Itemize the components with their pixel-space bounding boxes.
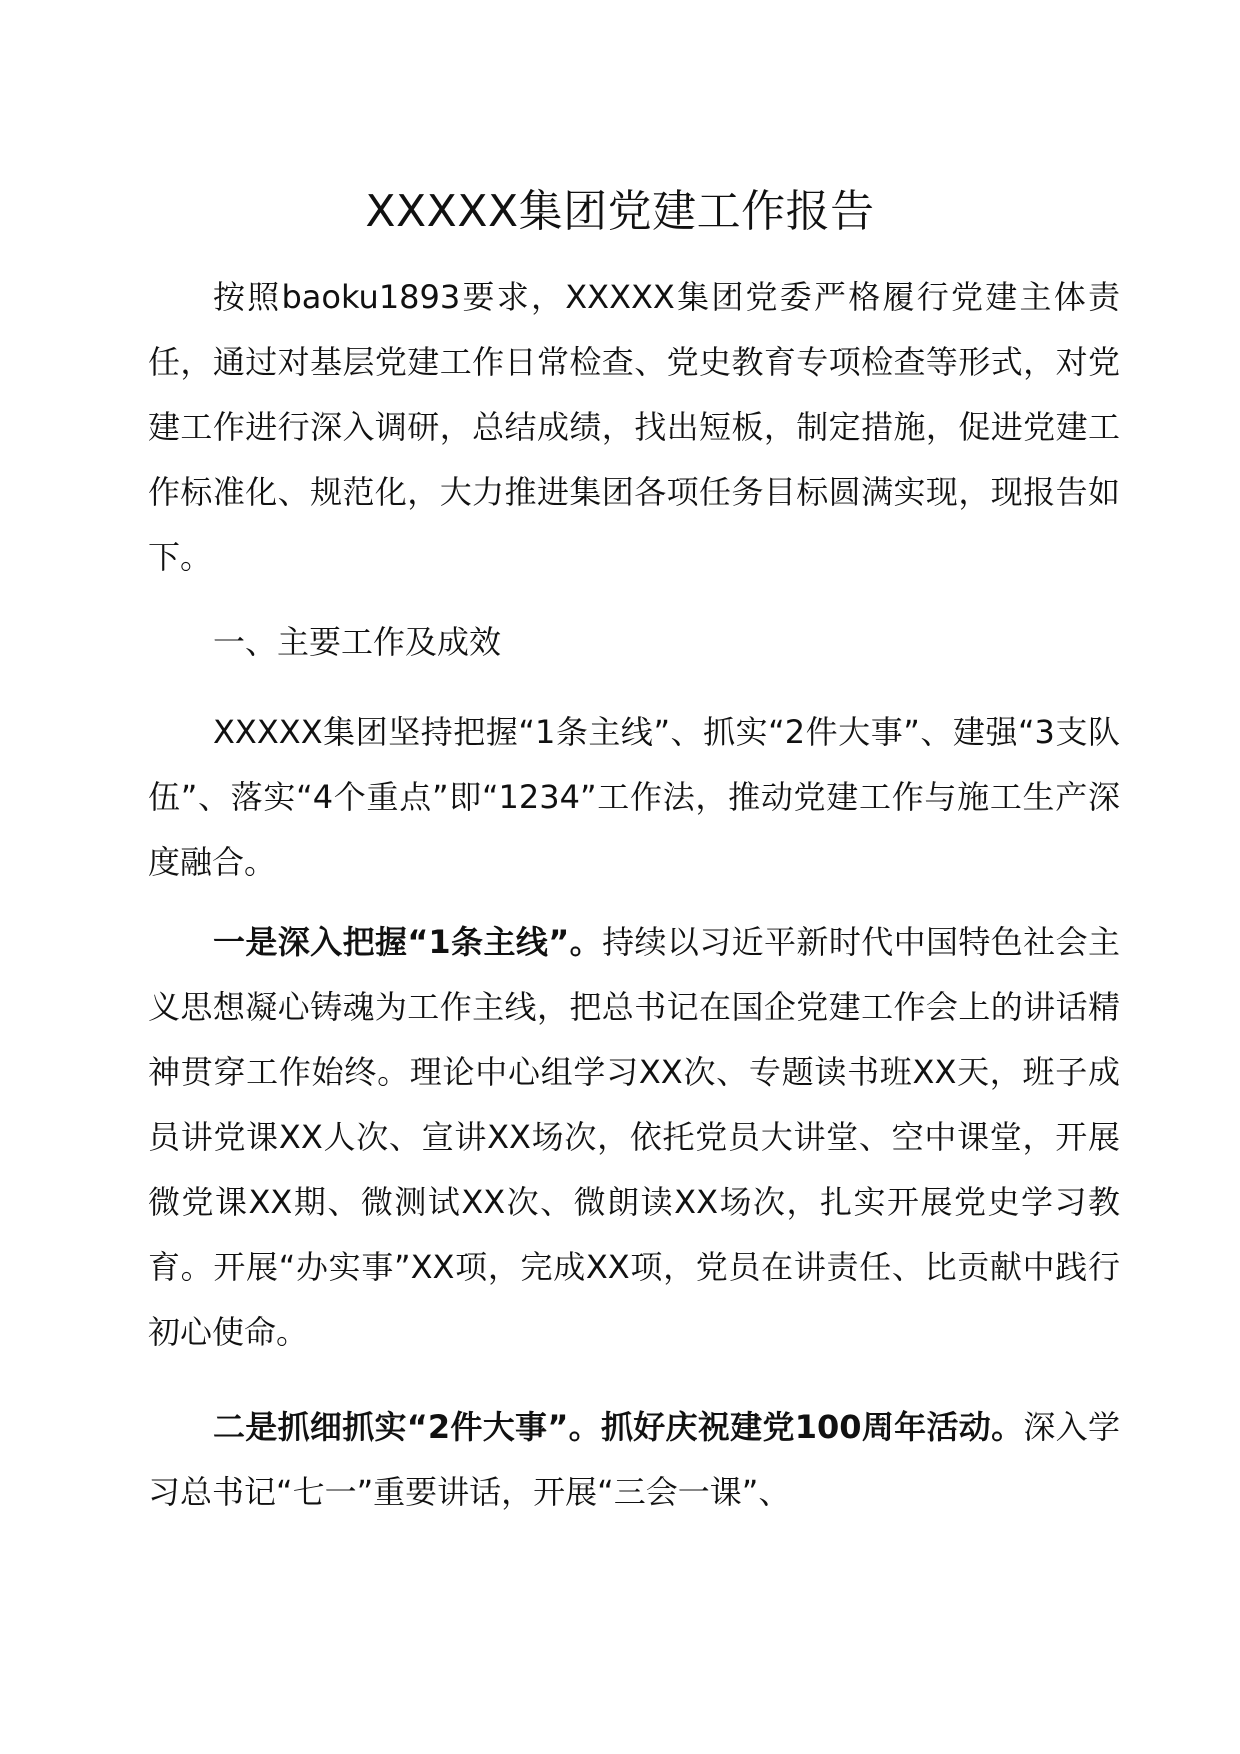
intro-paragraph: 按照baoku1893要求，XXXXX集团党委严格履行党建主体责任，通过对基层党建工作日常检查、党史教育专项检查等形式，对党建工作进行深入调研，总结成绩，找出短板，制定措施，促进党建工作标准化、规范化，大力推进集团各项任务目标圆满实现，现报告如下。 [148, 278, 1120, 576]
summary-paragraph: XXXXX集团坚持把握“1条主线”、抓实“2件大事”、建强“3支队伍”、落实“4个重点”即“1234”工作法，推动党建工作与施工生产深度融合。 [148, 713, 1120, 881]
item-paragraph-1 [148, 910, 1120, 1365]
item-1-body: 持续以习近平新时代中国特色社会主义思想凝心铸魂为工作主线，把总书记在国企党建工作会上的讲话精神贯穿工作始终。理论中心组学习XX次、专题读书班XX天，班子成员讲党课XX人次、宣讲XX场次，依托党员大讲堂、空中课堂，开展微党课XX期、微测试XX次、微朗读XX场次，扎实开展党史学习教育。开展“办实事”XX项，完成XX项，党员在讲责任、比贡献中践行初心使命。 [148, 923, 1120, 1351]
item-2-body: 深入学习总书记“七一”重要讲话，开展“三会一课”、 [148, 1408, 1120, 1511]
section-heading: 一、主要工作及成效 [213, 623, 502, 661]
item-2-lead: 二是抓细抓实“2件大事”。抓好庆祝建党100周年活动。 [213, 1408, 1024, 1446]
document-title: XXXXX集团党建工作报告 [365, 186, 875, 237]
item-1-lead: 一是深入把握“1条主线”。 [213, 923, 603, 961]
item-paragraph-2 [148, 1395, 1120, 1525]
